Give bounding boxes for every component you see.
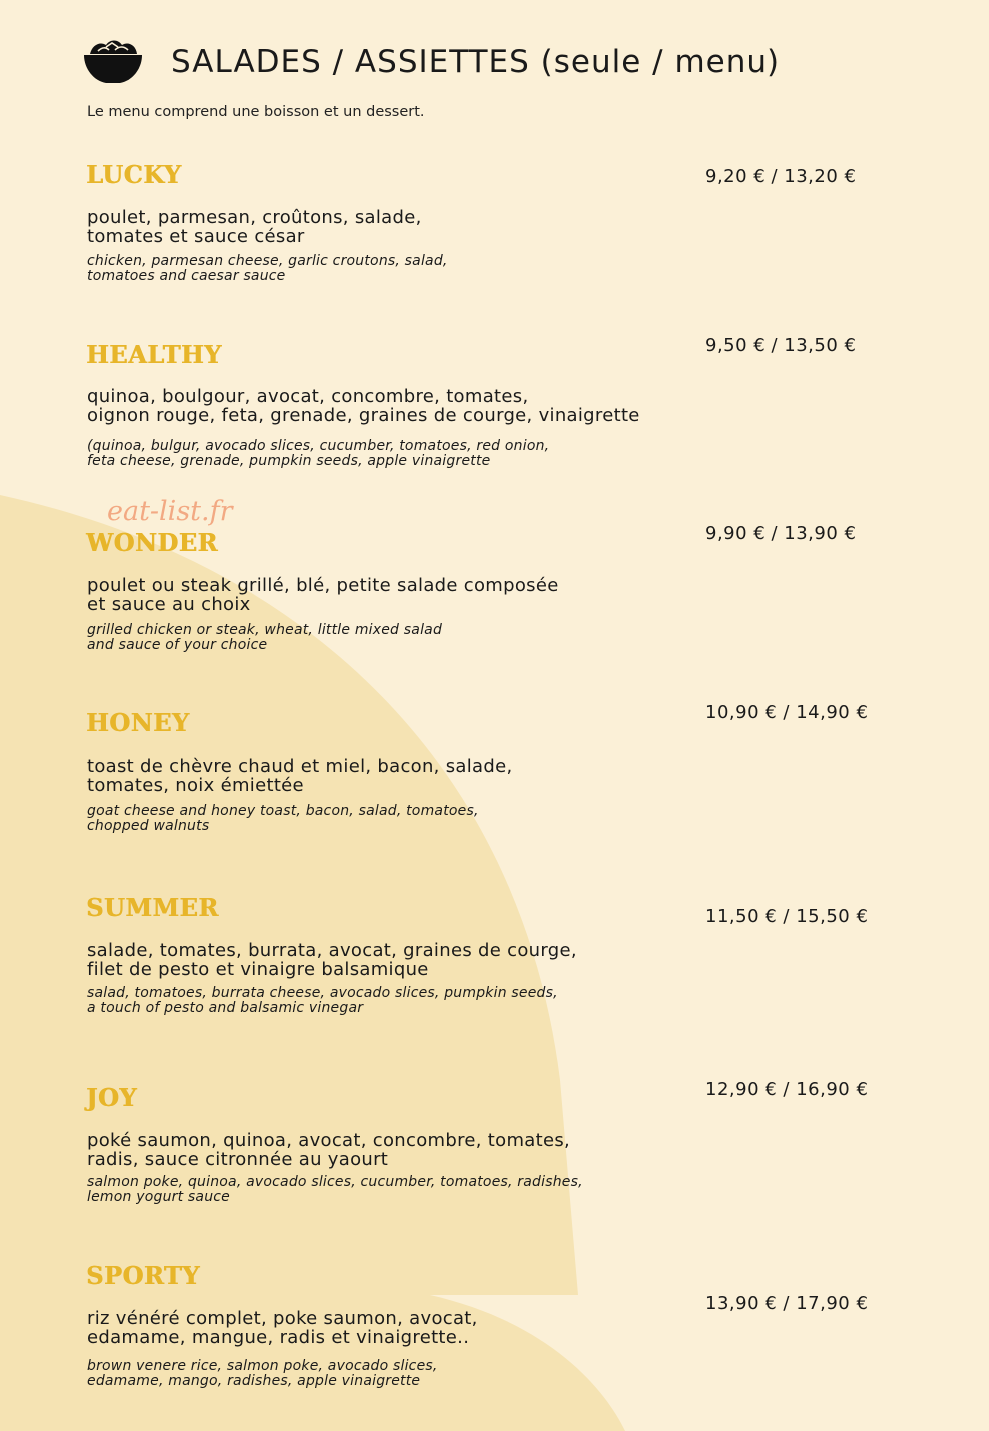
salad-bowl-icon [82,39,144,85]
item-description-fr: poulet ou steak grillé, blé, petite salade composée et sauce au choix [87,575,559,615]
item-price: 9,20 € / 13,20 € [705,166,857,187]
item-price: 10,90 € / 14,90 € [705,702,869,723]
item-description-fr: riz vénéré complet, poke saumon, avocat, edamame, mangue, radis et vinaigrette.. [87,1308,478,1348]
item-name: LUCKY [86,160,182,189]
item-price: 9,90 € / 13,90 € [705,523,857,544]
item-description-en: chicken, parmesan cheese, garlic croutons, salad, tomatoes and caesar sauce [87,253,448,284]
item-description-en: goat cheese and honey toast, bacon, salad, tomatoes, chopped walnuts [87,803,479,834]
item-description-fr: poké saumon, quinoa, avocat, concombre, tomates, radis, sauce citronnée au yaourt [87,1130,571,1170]
item-description-en: salad, tomatoes, burrata cheese, avocado slices, pumpkin seeds, a touch of pesto and balsamic vinegar [87,985,558,1016]
item-description-fr: salade, tomates, burrata, avocat, graines de courge, filet de pesto et vinaigre balsamique [87,940,577,980]
item-description-fr: poulet, parmesan, croûtons, salade, tomates et sauce césar [87,207,422,247]
item-name: HONEY [86,708,190,737]
header [82,38,780,86]
item-description-en: brown venere rice, salmon poke, avocado slices, edamame, mango, radishes, apple vinaigrette [87,1358,438,1389]
item-price: 13,90 € / 17,90 € [705,1293,869,1314]
item-price: 12,90 € / 16,90 € [705,1079,869,1100]
item-name: SUMMER [86,893,219,922]
item-description-fr: quinoa, boulgour, avocat, concombre, tomates, oignon rouge, feta, grenade, graines de courge, vinaigrette [87,386,640,426]
item-name: JOY [86,1083,137,1112]
watermark: eat-list.fr [107,496,233,527]
menu-intro-text: Le menu comprend une boisson et un dessert. [87,104,425,120]
item-price: 11,50 € / 15,50 € [705,906,869,927]
page-title: SALADES / ASSIETTES (seule / menu) [171,44,781,80]
item-name: HEALTHY [86,340,222,369]
item-name: WONDER [86,528,218,557]
item-description-en: salmon poke, quinoa, avocado slices, cucumber, tomatoes, radishes, lemon yogurt sauce [87,1174,583,1205]
item-name: SPORTY [86,1261,200,1290]
item-price: 9,50 € / 13,50 € [705,335,857,356]
item-description-en: (quinoa, bulgur, avocado slices, cucumber, tomatoes, red onion, feta cheese, grenade, pumpkin seeds, apple vinaigrette [87,438,550,469]
item-description-en: grilled chicken or steak, wheat, little mixed salad and sauce of your choice [87,622,443,653]
item-description-fr: toast de chèvre chaud et miel, bacon, salade, tomates, noix émiettée [87,756,513,796]
